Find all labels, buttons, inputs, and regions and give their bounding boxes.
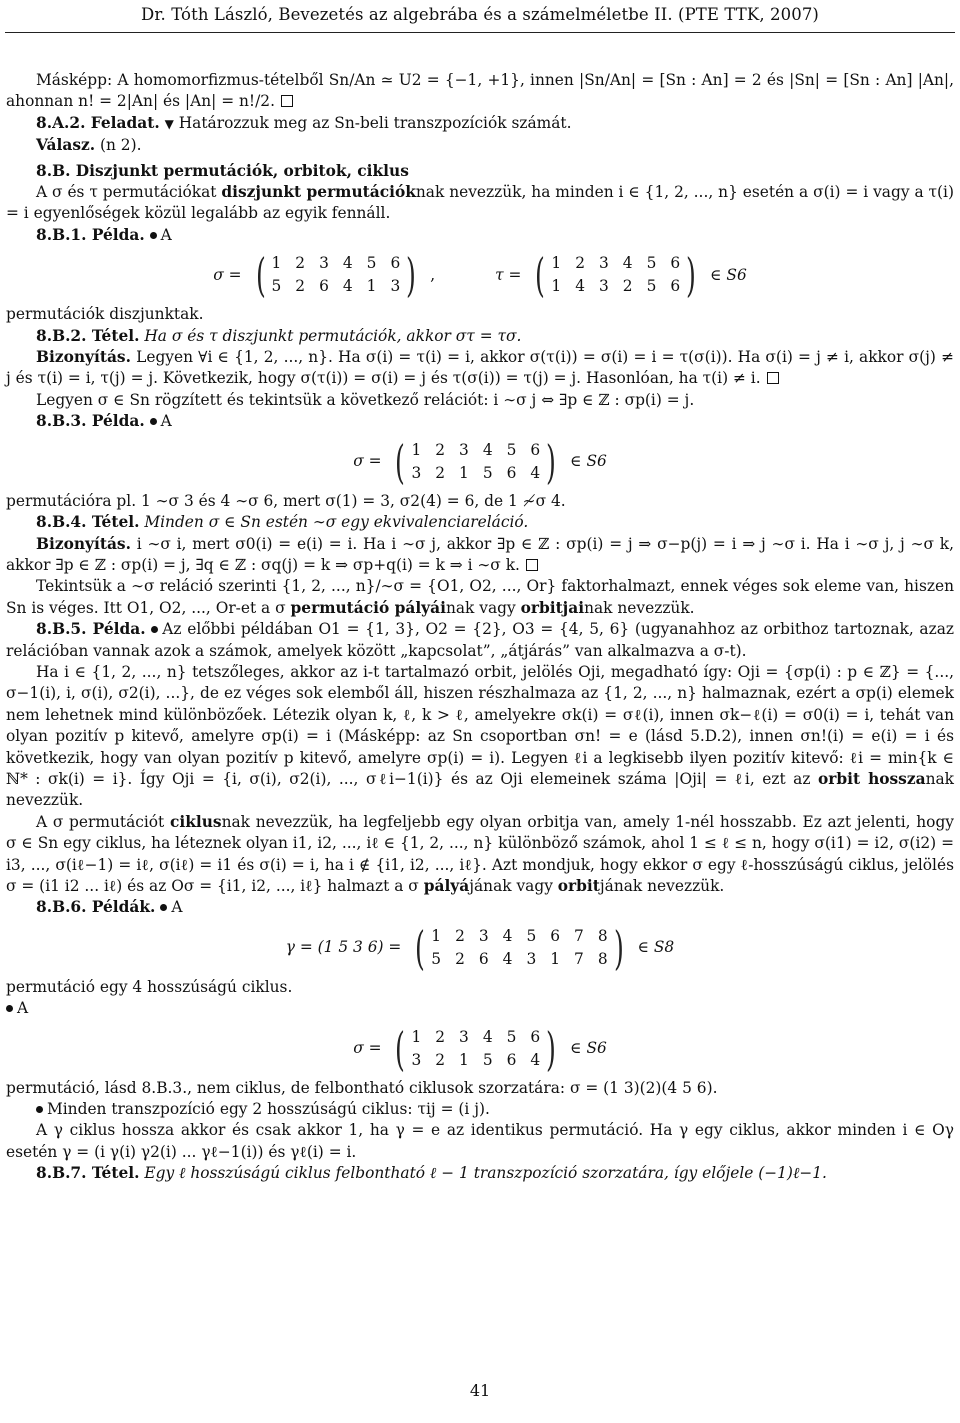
matrix-entry: 3 <box>390 277 401 296</box>
matrix-entry: 3 <box>478 926 489 945</box>
matrix-entry: 2 <box>622 277 633 296</box>
matrix-gamma: ( 1 2 3 4 5 6 7 8 5 2 6 4 3 1 7 8 ) <box>415 920 624 975</box>
qed-box <box>526 559 538 571</box>
theorem-8B7: 8.B.7. Tétel. Egy ℓ hosszúságú ciklus felbontható ℓ − 1 transzpozíció szorzatára, így előjele (−1)ℓ−1. <box>36 1164 827 1183</box>
example-8B6-bullet-2: A <box>6 998 954 1019</box>
matrix-entry: 6 <box>670 254 681 273</box>
bullet-icon <box>160 904 167 911</box>
orbit-definition: Tekintsük a ∼σ reláció szerinti {1, 2, ..., n}/∼σ = {O1, O2, ..., Or} faktorhalmazt, ennek véges sok eleme van, hiszen Sn is véges. Itt O1, O2, ..., Or-et a σ permutáció pályáinak vagy orbitjainak nevezzük. <box>6 577 954 617</box>
matrix-entry: 3 <box>319 254 329 273</box>
matrix-entry: 8 <box>597 926 608 945</box>
matrix-entry: 4 <box>575 277 585 296</box>
matrix-entry: 6 <box>530 440 541 459</box>
matrix-row <box>431 948 607 971</box>
matrix-entry: 6 <box>550 926 561 945</box>
example-8B3: 8.B.3. Példa. A <box>36 412 172 431</box>
bullet-icon <box>36 1106 43 1113</box>
matrix-entry: 6 <box>478 949 489 968</box>
matrix-tau: ( 1 2 3 4 5 6 1 4 3 2 5 6 ) <box>535 248 697 303</box>
proof-8B2: Bizonyítás. Legyen ∀i ∈ {1, 2, ..., n}. Ha σ(i) = τ(i) = i, akkor σ(τ(i)) = σ(i) = i = τ(σ(i)). Ha σ(i) = j ≠ i, akkor σ(j) ≠ j és τ(i) = i, τ(j) = j. Következik, hogy σ(τ(i)) = σ(i) = j és τ(σ(i)) = τ(j) = j. Hasonlóan, ha τ(i) ≠ i. <box>6 348 954 388</box>
header-rule <box>5 32 955 33</box>
section-title-8B: 8.B. Diszjunkt permutációk, orbitok, ciklus <box>36 161 409 180</box>
matrix-entry: 1 <box>366 277 377 296</box>
matrix-row <box>411 1026 540 1049</box>
display-sigma-8B3: σ = ( 1 2 3 4 5 6 3 2 1 5 6 4 ) ∈ S6 <box>353 434 607 489</box>
example-8B3-conclusion: permutációra pl. 1 ∼σ 3 és 4 ∼σ 6, mert σ(1) = 3, σ2(4) = 6, de 1 ≁σ 4. <box>6 491 566 510</box>
matrix-entry: 2 <box>435 1027 446 1046</box>
matrix-entry: 6 <box>530 1027 541 1046</box>
matrix-entry: 3 <box>411 463 422 482</box>
matrix-entry: 6 <box>319 277 329 296</box>
matrix-entry: 3 <box>598 277 609 296</box>
matrix-entry: 2 <box>435 1050 446 1069</box>
matrix-entry: 3 <box>459 440 469 459</box>
matrix-entry: 2 <box>435 463 446 482</box>
example-8B5: 8.B.5. Példa. Az előbbi példában O1 = {1, 3}, O2 = {2}, O3 = {4, 5, 6} (ugyanahhoz az orbithoz tartoznak, azaz relációban vannak azok a számok, amelyek között „kapcsolat”, „átjárás” van alkalmazva a σ-t). <box>6 620 954 660</box>
matrix-row <box>411 462 540 485</box>
matrix-entry: 5 <box>482 1050 493 1069</box>
example-8B6: 8.B.6. Példák. A <box>36 898 183 917</box>
matrix-entry: 5 <box>271 277 282 296</box>
matrix-entry: 5 <box>506 440 517 459</box>
matrix-row <box>411 1049 540 1072</box>
matrix-entry: 2 <box>455 949 465 968</box>
matrix-entry: 6 <box>506 463 517 482</box>
matrix-entry: 5 <box>482 463 493 482</box>
matrix-entry: 4 <box>482 1027 493 1046</box>
matrix-entry: 2 <box>455 926 465 945</box>
matrix-entry: 4 <box>502 926 513 945</box>
qed-box <box>767 372 779 384</box>
matrix-entry: 4 <box>342 254 353 273</box>
example-8B1-conclusion: permutációk diszjunktak. <box>6 305 204 324</box>
matrix-row <box>551 252 680 275</box>
matrix-entry: 6 <box>670 277 681 296</box>
matrix-entry: 5 <box>431 949 442 968</box>
example-8B6-bullet-3: Minden transzpozíció egy 2 hosszúságú ciklus: τij = (i j). <box>6 1099 954 1120</box>
page-body <box>6 70 954 1185</box>
bullet-icon <box>151 626 158 633</box>
matrix-sigma-8B6: ( 1 2 3 4 5 6 3 2 1 5 6 4 ) <box>395 1021 557 1076</box>
matrix-entry: 3 <box>411 1050 422 1069</box>
matrix-entry: 1 <box>459 463 469 482</box>
qed-box <box>281 95 293 107</box>
matrix-entry: 4 <box>530 1050 541 1069</box>
matrix-row <box>271 275 400 298</box>
matrix-sigma-8B3: ( 1 2 3 4 5 6 3 2 1 5 6 4 ) <box>395 434 557 489</box>
matrix-entry: 2 <box>295 254 306 273</box>
matrix-entry: 5 <box>526 926 537 945</box>
running-header: Dr. Tóth László, Bevezetés az algebrába és a számelméletbe II. (PTE TTK, 2007) <box>141 5 819 24</box>
matrix-entry: 3 <box>598 254 609 273</box>
bullet-icon <box>150 418 157 425</box>
answer-8A2: Válasz. (n 2). <box>36 136 142 155</box>
cycle-definition: A σ permutációt ciklusnak nevezzük, ha legfeljebb egy olyan orbitja van, amely 1-nél hosszabb. Ez azt jelenti, hogy σ ∈ Sn egy ciklus, ha léteznek olyan i1, i2, ..., iℓ ∈ {1, 2, ..., n} különböző számok, ahol 1 ≤ ℓ ≤ n, hogy σ(i1) = i2, σ(i2) = i3, ..., σ(iℓ−1) = iℓ, σ(iℓ) = i1 és σ(i) = i, ha i ∉ {i1, i2, ..., iℓ}. Azt mondjuk, hogy ekkor σ egy ℓ-hosszúságú ciklus, jelölés σ = (i1 i2 ... iℓ) és az Oσ = {i1, i2, ..., iℓ} halmazt a σ pályájának vagy orbitjának nevezzük. <box>6 812 954 895</box>
matrix-entry: 2 <box>435 440 446 459</box>
gamma-cycle-paragraph: A γ ciklus hossza akkor és csak akkor 1, ha γ = e az identikus permutáció. Ha γ egy ciklus, akkor minden i ∈ Oγ esetén γ = (i γ(i) γ2(i) ... γℓ−1(i)) és γℓ(i) = i. <box>6 1121 954 1161</box>
matrix-row <box>431 925 607 948</box>
matrix-entry: 1 <box>411 440 422 459</box>
matrix-entry: 1 <box>551 254 562 273</box>
matrix-entry: 4 <box>342 277 353 296</box>
matrix-entry: 4 <box>622 254 633 273</box>
matrix-row <box>271 252 400 275</box>
matrix-entry: 2 <box>575 254 585 273</box>
display-sigma-8B6: σ = ( 1 2 3 4 5 6 3 2 1 5 6 4 ) ∈ S6 <box>353 1021 607 1076</box>
matrix-entry: 1 <box>411 1027 422 1046</box>
matrix-entry: 6 <box>390 254 401 273</box>
page-number: 41 <box>469 1381 491 1400</box>
example-8B6-gamma-conclusion: permutáció egy 4 hosszúságú ciklus. <box>6 977 293 996</box>
definition-disjoint: A σ és τ permutációkat diszjunkt permutációknak nevezzük, ha minden i ∈ {1, 2, ..., n} esetén a σ(i) = i vagy a τ(i) = i egyenlőségek közül legalább az egyik fennáll. <box>6 183 954 223</box>
matrix-entry: 5 <box>646 254 657 273</box>
matrix-entry: 6 <box>506 1050 517 1069</box>
bullet-icon <box>150 232 157 239</box>
matrix-entry: 1 <box>459 1050 469 1069</box>
matrix-entry: 1 <box>431 926 442 945</box>
example-8B6-sigma-conclusion: permutáció, lásd 8.B.3., nem ciklus, de felbontható ciklusok szorzatára: σ = (1 3)(2)(4 5 6). <box>6 1078 718 1097</box>
matrix-entry: 3 <box>459 1027 469 1046</box>
matrix-entry: 8 <box>597 949 608 968</box>
matrix-entry: 4 <box>482 440 493 459</box>
matrix-entry: 2 <box>295 277 306 296</box>
paragraph-homomorphism: Másképp: A homomorfizmus-tételből Sn/An ≃ U2 = {−1, +1}, innen |Sn/An| = [Sn : An] = 2 és |Sn| = [Sn : An] |An|, ahonnan n! = 2|An| és |An| = n!/2. <box>6 71 954 111</box>
proof-8B4: Bizonyítás. i ∼σ i, mert σ0(i) = e(i) = i. Ha i ∼σ j, akkor ∃p ∈ ℤ : σp(i) = j ⇒ σ−p(j) = i ⇒ j ∼σ i. Ha i ∼σ j, j ∼σ k, akkor ∃p ∈ ℤ : σp(i) = j, ∃q ∈ ℤ : σq(j) = k ⇒ σp+q(i) = k ⇒ i ∼σ k. <box>6 534 954 574</box>
matrix-entry: 4 <box>530 463 541 482</box>
theorem-8B4: 8.B.4. Tétel. Minden σ ∈ Sn estén ∼σ egy ekvivalenciareláció. <box>36 513 529 532</box>
matrix-entry: 7 <box>574 949 584 968</box>
matrix-row <box>551 275 680 298</box>
matrix-row <box>411 439 540 462</box>
exercise-8A2: 8.A.2. Feladat. ▼ Határozzuk meg az Sn-beli transzpozíciók számát. <box>36 113 572 132</box>
matrix-entry: 3 <box>526 949 537 968</box>
orbit-length-paragraph: Ha i ∈ {1, 2, ..., n} tetszőleges, akkor az i-t tartalmazó orbit, jelölés Oji, megadható így: Oji = {σp(i) : p ∈ ℤ} = {..., σ−1(i), i, σ(i), σ2(i), ...}, de ez véges sok elemből áll, hiszen részhalmaza az {1, 2, ..., n} halmaznak, ezért a σp(i) elemek nem lehetnek mind különbözőek. Létezik olyan k, ℓ, k > ℓ, amelyekre σk(i) = σℓ(i), innen σk−ℓ(i) = σ0(i) = i, tehát van olyan pozitív p kitevő, amelyre σp(i) = i (Másképp: az Sn csoportban σn! = e (lásd 5.D.2), innen σn!(i) = e(i) = i és következik, hogy van olyan pozitív p kitevő, amelyre σp(i) = i). Legyen ℓi a legkisebb ilyen pozitív kitevő: ℓi = min{k ∈ ℕ* : σk(i) = i}. Így Oji = {i, σ(i), σ2(i), ..., σℓi−1(i)} és az Oji elemeinek száma |Oji| = ℓi, ezt az orbit hosszanak nevezzük. <box>6 662 954 810</box>
relation-definition: Legyen σ ∈ Sn rögzített és tekintsük a következő relációt: i ∼σ j ⇔ ∃p ∈ ℤ : σp(i) = j. <box>36 390 695 409</box>
theorem-8B2: 8.B.2. Tétel. Ha σ és τ diszjunkt permutációk, akkor στ = τσ. <box>36 326 522 345</box>
matrix-entry: 5 <box>506 1027 517 1046</box>
display-sigma-tau: σ = ( 1 2 3 4 5 6 5 2 6 4 1 3 ) , τ = ( 1 2 3 4 5 6 1 4 3 2 5 6 ) ∈ S6 <box>213 248 747 303</box>
matrix-entry: 5 <box>366 254 377 273</box>
matrix-entry: 5 <box>646 277 657 296</box>
matrix-sigma: ( 1 2 3 4 5 6 5 2 6 4 1 3 ) <box>255 248 417 303</box>
matrix-entry: 7 <box>574 926 584 945</box>
bullet-icon <box>6 1005 13 1012</box>
matrix-entry: 1 <box>271 254 282 273</box>
matrix-entry: 1 <box>551 277 562 296</box>
triangle-marker-icon: ▼ <box>164 116 174 131</box>
display-gamma: γ = (1 5 3 6) = ( 1 2 3 4 5 6 7 8 5 2 6 4 3 1 7 8 ) ∈ S8 <box>285 920 675 975</box>
matrix-entry: 4 <box>502 949 513 968</box>
example-8B1: 8.B.1. Példa. A <box>36 225 172 244</box>
matrix-entry: 1 <box>550 949 561 968</box>
